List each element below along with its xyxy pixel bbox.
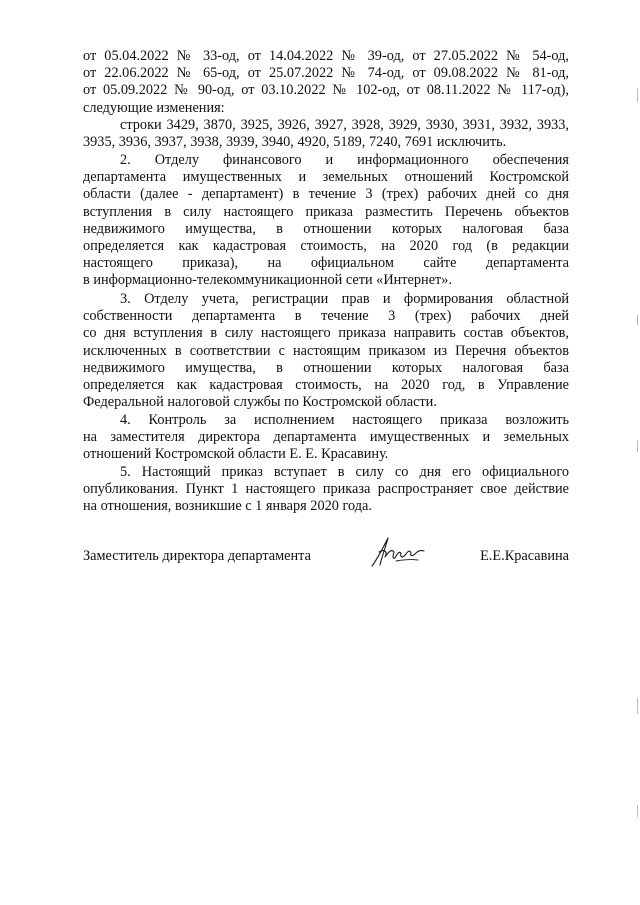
signatory-title: Заместитель директора департамента bbox=[83, 548, 311, 564]
scan-edge-mark bbox=[637, 698, 638, 714]
text-line: 3. Отделу учета, регистрации прав и формирования областной bbox=[120, 291, 569, 307]
text-line: департамента имущественных и земельных отношений Костромской bbox=[83, 169, 569, 186]
text-line: 3935, 3936, 3937, 3938, 3939, 3940, 4920, 5189, 7240, 7691 исключить. bbox=[83, 134, 507, 151]
text-line: строки 3429, 3870, 3925, 3926, 3927, 3928, 3929, 3930, 3931, 3932, 3933, bbox=[120, 117, 569, 133]
paragraph-1-excluded-rows bbox=[83, 117, 569, 151]
text-line: определяется как кадастровая стоимость, на 2020 год, в Управление bbox=[83, 376, 569, 393]
text-line: со дня вступления в силу настоящего приказа направить состав объектов, bbox=[83, 325, 569, 342]
paragraph-5 bbox=[83, 464, 569, 516]
text-line: определяется как кадастровая стоимость, на 2020 год (в редакции bbox=[83, 237, 569, 254]
text-line: от 22.06.2022 № 65-од, от 25.07.2022 № 74-од, от 09.08.2022 № 81-од, bbox=[83, 65, 569, 82]
text-line: на заместителя директора департамента имущественных и земельных bbox=[83, 429, 569, 446]
paragraph-3 bbox=[83, 291, 569, 411]
text-line: на отношения, возникшие с 1 января 2020 года. bbox=[83, 498, 372, 515]
text-line: вступления в силу настоящего приказа разместить Перечень объектов bbox=[83, 203, 569, 220]
text-line: опубликования. Пункт 1 настоящего приказа распространяет свое действие bbox=[83, 481, 569, 498]
text-line: собственности департамента в течение 3 (трех) рабочих дней bbox=[83, 308, 569, 325]
text-line: настоящего приказа), на официальном сайте департамента bbox=[83, 255, 569, 272]
scan-edge-mark bbox=[637, 440, 638, 452]
text-line: следующие изменения: bbox=[83, 99, 225, 116]
paragraph-2 bbox=[83, 152, 569, 290]
text-line: от 05.09.2022 № 90-од, от 03.10.2022 № 102-од, от 08.11.2022 № 117-од), bbox=[83, 82, 569, 99]
scan-edge-mark bbox=[637, 315, 638, 325]
text-line: исключенных в соответствии с настоящим приказом из Перечня объектов bbox=[83, 342, 569, 359]
paragraph-4 bbox=[83, 412, 569, 464]
text-line: от 05.04.2022 № 33-од, от 14.04.2022 № 39-од, от 27.05.2022 № 54-од, bbox=[83, 48, 569, 64]
text-line: в информационно-телекоммуникационной сети «Интернет». bbox=[83, 272, 453, 289]
signature-block bbox=[83, 546, 569, 570]
text-line: 2. Отделу финансового и информационного обеспечения bbox=[120, 152, 569, 168]
handwritten-signature bbox=[366, 532, 430, 572]
text-line: области (далее - департамент) в течение 3 (трех) рабочих дней со дня bbox=[83, 186, 569, 203]
text-line: Федеральной налоговой службы по Костромской области. bbox=[83, 394, 437, 411]
text-line: недвижимого имущества, в отношении которых налоговая база bbox=[83, 220, 569, 237]
text-line: 5. Настоящий приказ вступает в силу со дня его официального bbox=[120, 464, 569, 480]
paragraph-1-continuation bbox=[83, 48, 569, 117]
scan-edge-mark bbox=[637, 805, 638, 817]
scan-edge-mark bbox=[637, 88, 638, 102]
text-line: недвижимого имущества, в отношении которых налоговая база bbox=[83, 359, 569, 376]
text-line: отношений Костромской области Е. Е. Красавину. bbox=[83, 446, 389, 463]
signatory-name: Е.Е.Красавина bbox=[480, 548, 569, 564]
text-line: 4. Контроль за исполнением настоящего приказа возложить bbox=[120, 412, 569, 428]
